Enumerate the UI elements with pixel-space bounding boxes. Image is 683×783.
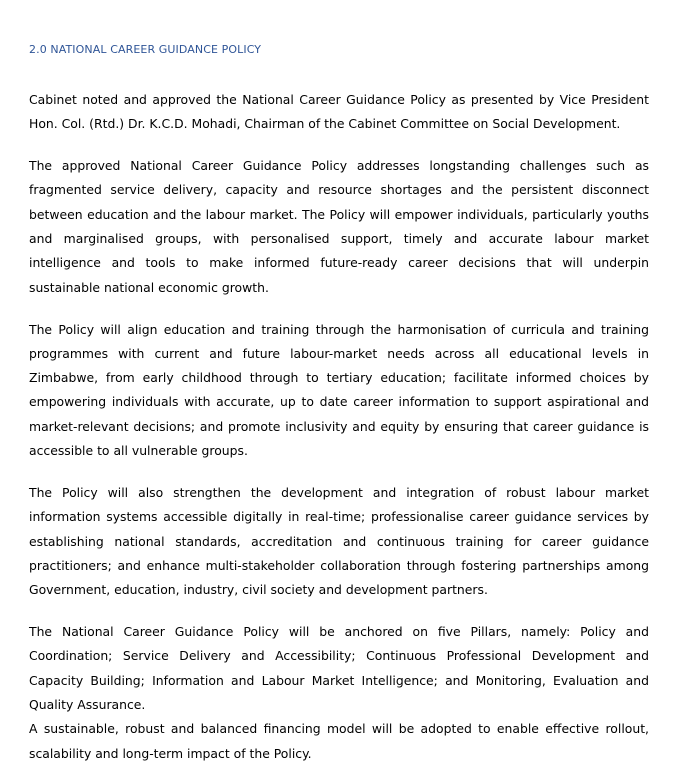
paragraph-labour-market-systems: The Policy will also strengthen the development and integration of robust labour market information systems accessible digitally in real-time; professionalise career guidance services by establishing national standards, accreditation and continuous training for career guidance practitioners; and enhance multi-stakeholder collaboration through fostering partnerships among Government, education, industry, civil society and development partners. (29, 484, 649, 598)
section-heading: 2.0 NATIONAL CAREER GUIDANCE POLICY (29, 43, 262, 56)
paragraph-five-pillars: The National Career Guidance Policy will be anchored on five Pillars, namely: Policy and Coordination; Service Delivery and Accessibility; Continuous Professional Development and Capacity Building; Information and Labour Market Intelligence; and Monitoring, Evaluation and Quality Assurance. (29, 624, 649, 712)
paragraph-education-alignment: The Policy will align education and training through the harmonisation of curricula and training programmes with current and future labour-market needs across all educational levels in Zimbabwe, from early childhood through to tertiary education; facilitate informed choices by empowering individuals with accurate, up to date career information to support aspirational and market-relevant decisions; and promote inclusivity and equity by ensuring that career guidance is accessible to all vulnerable groups. (29, 321, 649, 459)
paragraph-financing-model: A sustainable, robust and balanced financing model will be adopted to enable effective rollout, scalability and long-term impact of the Policy. (29, 721, 649, 761)
document-body (29, 42, 649, 783)
paragraph-cabinet-approval: Cabinet noted and approved the National Career Guidance Policy as presented by Vice President Hon. Col. (Rtd.) Dr. K.C.D. Mohadi, Chairman of the Cabinet Committee on Social Development. (29, 92, 649, 132)
paragraph-policy-challenges: The approved National Career Guidance Policy addresses longstanding challenges such as fragmented service delivery, capacity and resource shortages and the persistent disconnect between education and the labour market. The Policy will empower individuals, particularly youths and marginalised groups, with personalised support, timely and accurate labour market intelligence and tools to make informed future-ready career decisions that will underpin sustainable national economic growth. (29, 158, 649, 295)
